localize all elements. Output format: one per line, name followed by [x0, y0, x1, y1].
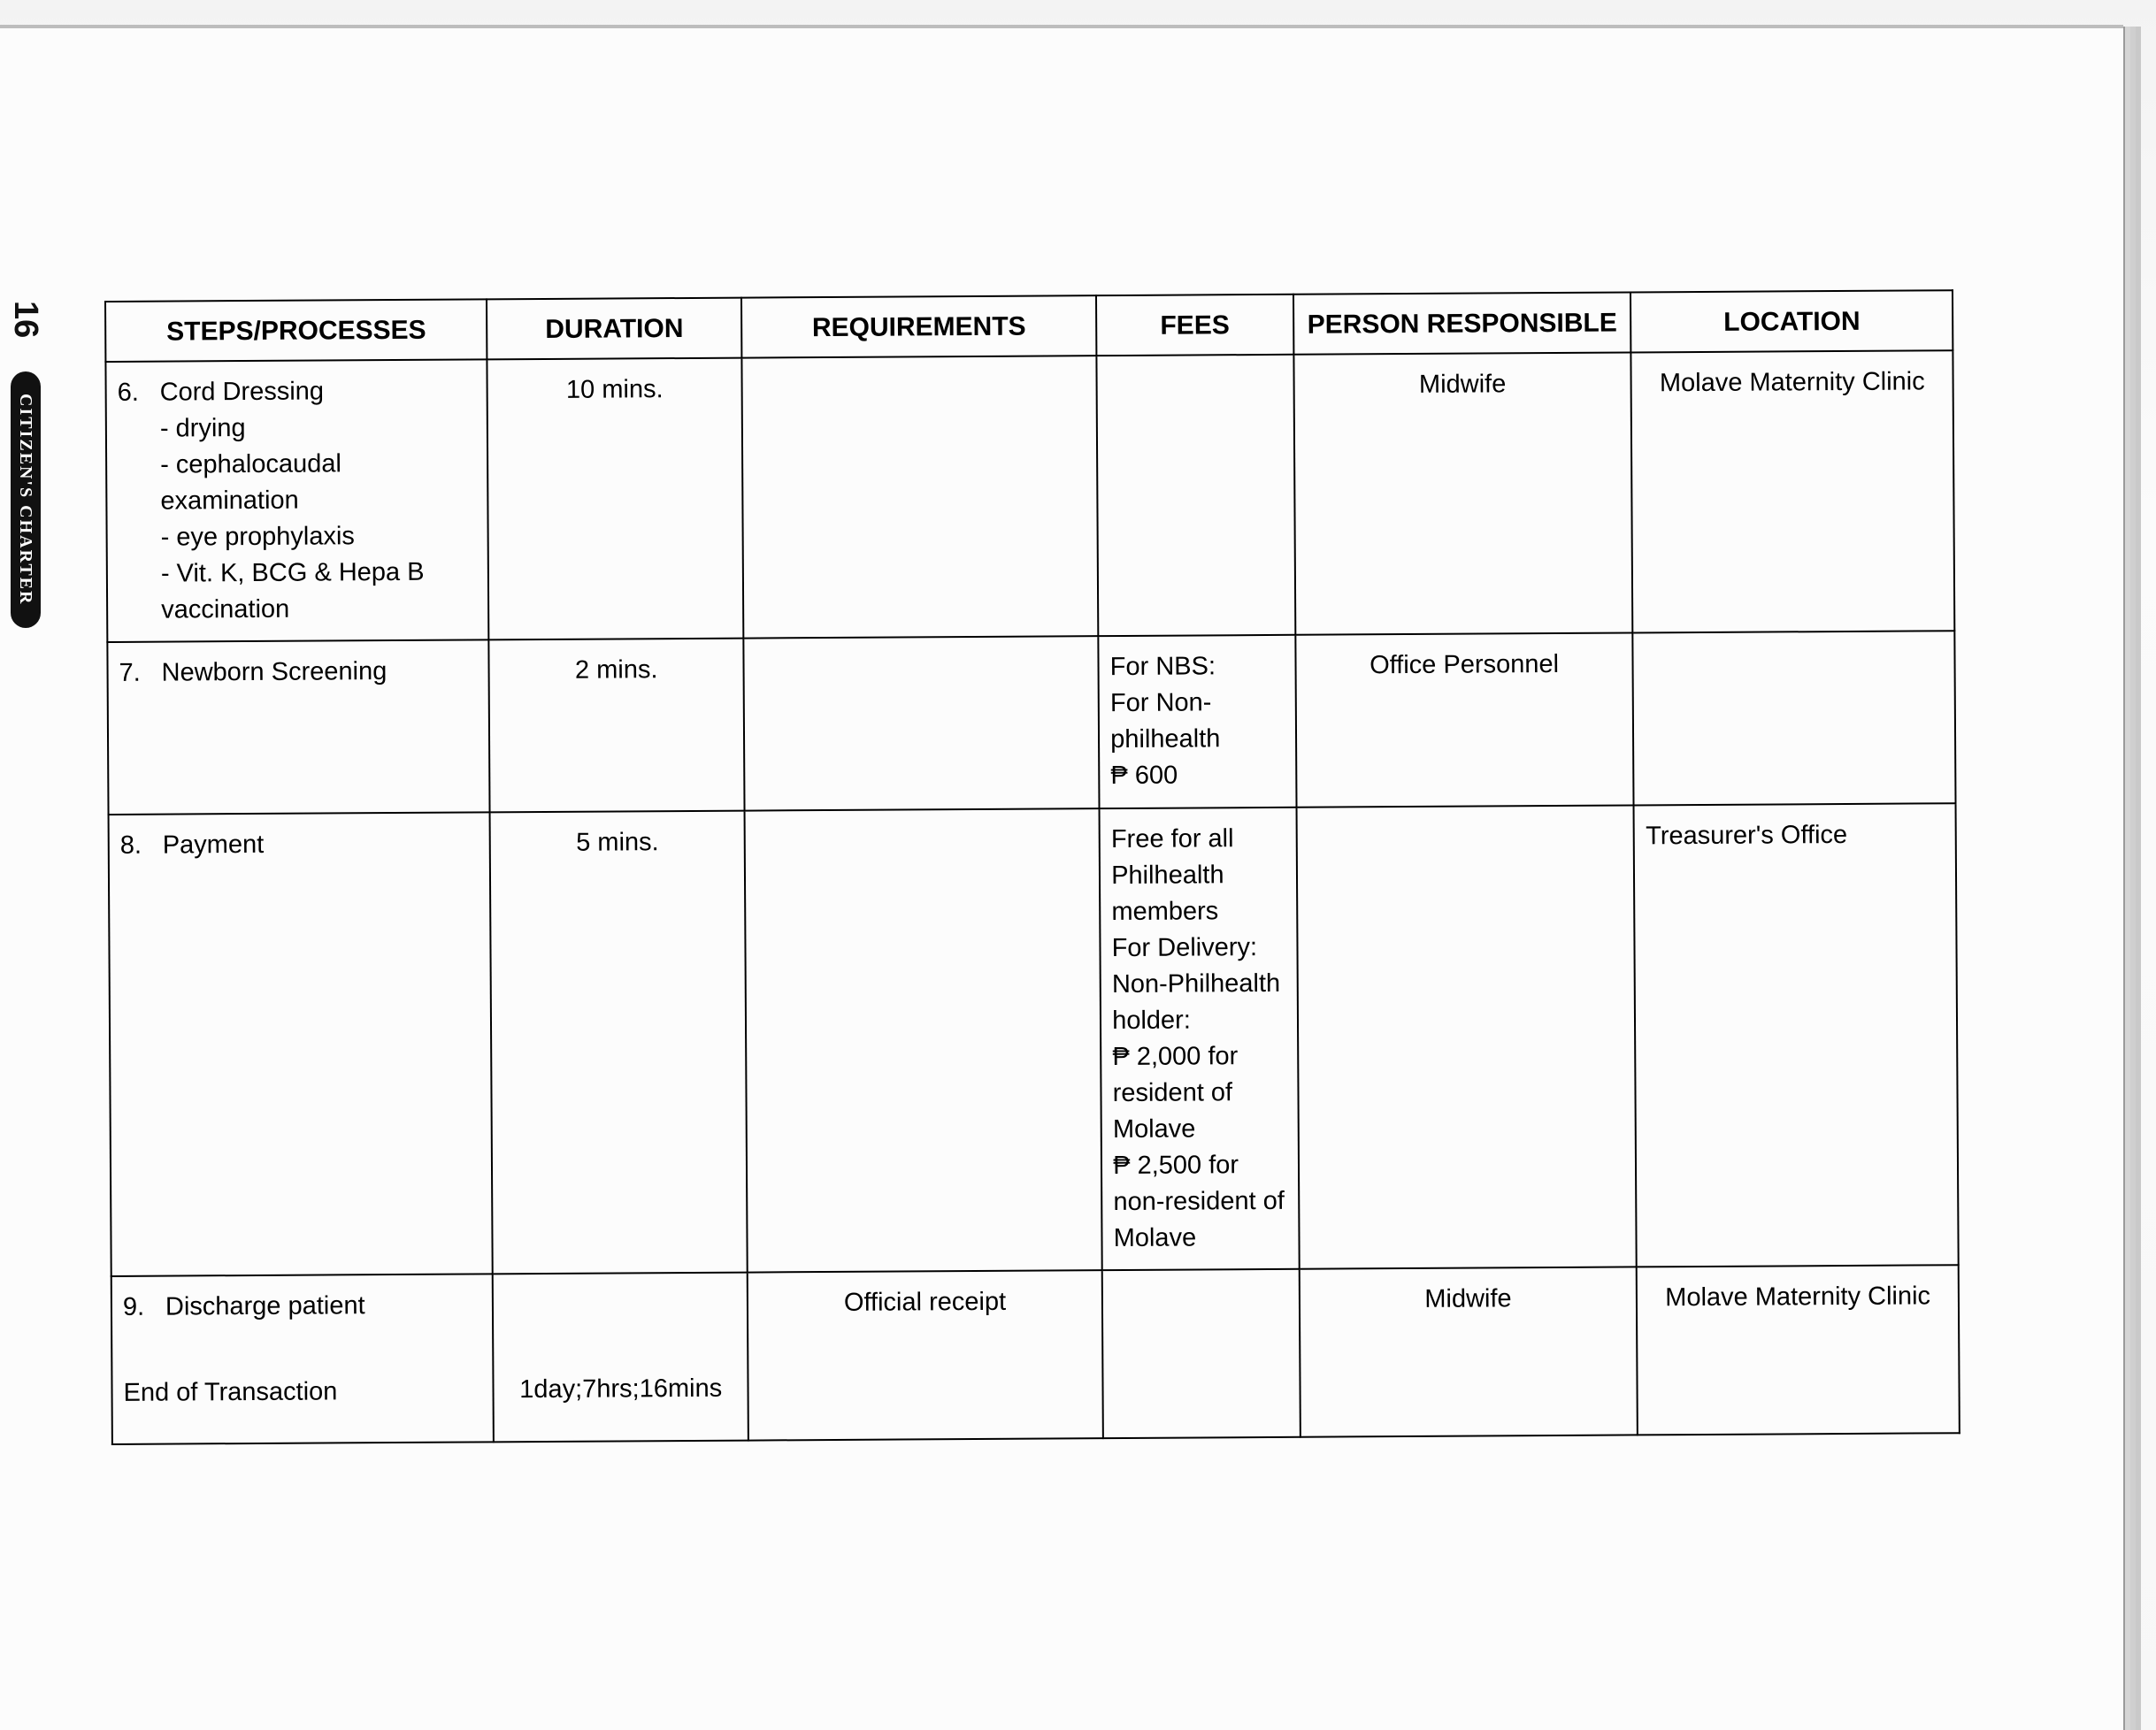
step-number: 6.	[117, 378, 139, 407]
location-cell: Molave Maternity Clinic	[1631, 350, 1954, 632]
header-person-responsible: PERSON RESPONSIBLE	[1293, 292, 1631, 354]
sub-item: vaccination	[161, 594, 290, 624]
duration-cell: 2 mins.	[489, 639, 745, 813]
header-steps: STEPS/PROCESSES	[105, 299, 487, 362]
fee-line: resident of	[1112, 1078, 1233, 1108]
fee-line: ₱ 2,500 for	[1113, 1151, 1239, 1181]
fee-line: Molave	[1113, 1223, 1197, 1253]
step-cell	[111, 1274, 495, 1444]
requirements-cell	[743, 636, 1099, 810]
section-label: CITIZEN'S CHARTER	[11, 371, 41, 628]
step-name: Newborn Screening	[161, 657, 387, 687]
fee-line: non-resident of	[1113, 1186, 1285, 1217]
table-row	[109, 803, 1959, 1276]
fee-line: Molave	[1112, 1114, 1196, 1144]
fee-line: ₱ 600	[1110, 761, 1178, 791]
location-cell: Treasurer's Office	[1634, 803, 1959, 1267]
step-name: Payment	[162, 830, 265, 860]
total-duration: 1day;7hrs;16mins	[519, 1374, 723, 1405]
fee-line: philhealth	[1110, 724, 1221, 754]
step-cell	[107, 639, 490, 815]
sub-item: - Vit. K, BCG & Hepa B	[160, 557, 425, 588]
step-number: 8.	[119, 831, 142, 860]
header-duration: DURATION	[487, 298, 741, 360]
fee-line: ₱ 2,000 for	[1112, 1042, 1239, 1072]
person-cell: Midwife	[1293, 352, 1633, 634]
fee-line: Philhealth	[1111, 861, 1224, 891]
citizens-charter-table	[104, 289, 1960, 1445]
person-cell: Midwife	[1299, 1267, 1638, 1436]
duration-cell: 5 mins.	[490, 811, 748, 1275]
sub-item: - eye prophylaxis	[160, 522, 355, 552]
sub-item: - cephalocaudal examination	[160, 449, 341, 516]
sub-item: - drying	[159, 414, 246, 443]
fees-cell	[1102, 1269, 1301, 1438]
fee-line: For NBS:	[1109, 652, 1216, 682]
step-cell	[105, 359, 488, 642]
side-tab	[9, 301, 44, 637]
table-row	[111, 1265, 1960, 1444]
person-cell: Office Personnel	[1295, 632, 1634, 807]
page-stack-edge	[0, 25, 2123, 28]
end-of-transaction-label: End of Transaction	[123, 1377, 338, 1407]
step-number: 7.	[119, 658, 141, 687]
fee-line: holder:	[1112, 1006, 1191, 1036]
duration-cell: 10 mins.	[487, 358, 744, 640]
fee-line: members	[1111, 897, 1219, 927]
table-row	[107, 631, 1955, 815]
requirements-cell	[745, 808, 1102, 1272]
step-number: 9.	[122, 1292, 145, 1321]
person-cell	[1296, 805, 1637, 1268]
fee-line: For Delivery:	[1111, 933, 1258, 963]
fees-cell	[1098, 635, 1296, 808]
duration-cell	[493, 1273, 748, 1443]
location-cell: Molave Maternity Clinic	[1637, 1265, 1960, 1435]
fee-line: Non-Philhealth	[1111, 968, 1281, 999]
page-number: 16	[7, 301, 44, 339]
fee-line: Free for all	[1110, 824, 1234, 854]
header-row	[105, 290, 1953, 362]
requirements-cell: Official receipt	[748, 1270, 1103, 1440]
location-cell	[1633, 631, 1956, 805]
fees-cell	[1100, 808, 1300, 1270]
header-fees: FEES	[1096, 295, 1293, 356]
table-row	[105, 350, 1954, 642]
step-cell	[109, 812, 494, 1276]
fees-cell	[1097, 355, 1295, 636]
step-name: Cord Dressing	[159, 377, 325, 407]
requirements-cell	[741, 356, 1098, 638]
step-name: Discharge patient	[165, 1291, 365, 1321]
header-location: LOCATION	[1630, 290, 1953, 352]
fee-line: For Non-	[1109, 688, 1212, 718]
header-requirements: REQUIREMENTS	[741, 295, 1097, 357]
